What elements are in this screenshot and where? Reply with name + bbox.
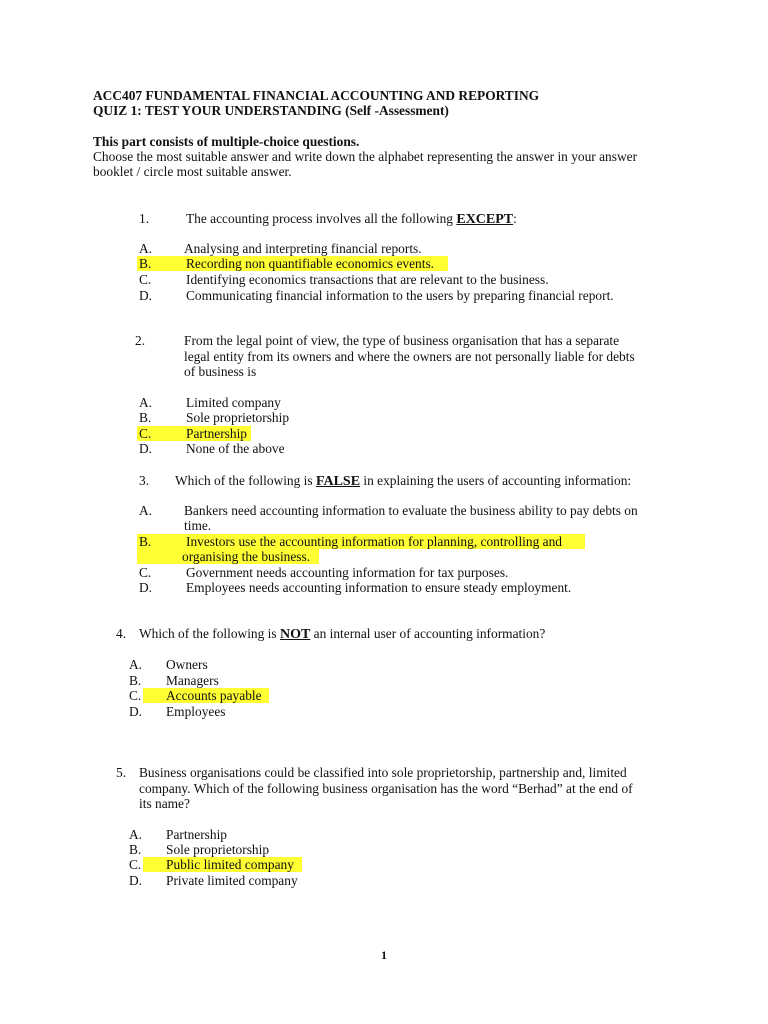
question-3-option-a-letter: A. [139, 503, 153, 518]
question-5-option-a: Partnership [166, 827, 227, 842]
question-2-line-2: legal entity from its owners and where the owners are not personally liable for debts [184, 349, 635, 364]
instructions-heading: This part consists of multiple-choice questions. [93, 134, 360, 149]
question-4-option-d: Employees [166, 704, 226, 719]
question-1-number: 1. [139, 211, 150, 226]
question-4-emphasis: NOT [279, 627, 311, 642]
question-3-option-c: Government needs accounting information for tax purposes. [186, 565, 509, 580]
question-1-option-a: Analysing and interpreting financial reports. [184, 241, 422, 256]
question-3-option-b-letter: B. [139, 534, 152, 549]
question-3-option-d-letter: D. [139, 580, 153, 595]
question-3-option-a: Bankers need accounting information to evaluate the business ability to pay debts on [184, 503, 638, 518]
question-1-text: The accounting process involves all the following EXCEPT: [186, 211, 517, 227]
question-5-option-c-letter: C. [129, 857, 142, 872]
question-3-option-c-letter: C. [139, 565, 152, 580]
question-2-option-a: Limited company [186, 395, 281, 410]
question-2-number: 2. [135, 333, 146, 348]
question-1-emphasis: EXCEPT [456, 212, 514, 227]
question-5-line-2: company. Which of the following business organisation has the word “Berhad” at the end of [139, 781, 633, 796]
question-2-option-d: None of the above [186, 441, 285, 456]
question-4-option-a-letter: A. [129, 657, 143, 672]
question-5-option-a-letter: A. [129, 827, 143, 842]
question-1-option-b: Recording non quantifiable economics events. [186, 256, 435, 271]
question-1-option-b-letter: B. [139, 256, 152, 271]
question-5-line-3: its name? [139, 796, 190, 811]
question-4-option-b: Managers [166, 673, 219, 688]
question-5-line-1: Business organisations could be classified into sole proprietorship, partnership and, limited [139, 765, 627, 780]
question-3-text: Which of the following is FALSE in explaining the users of accounting information: [175, 473, 632, 489]
question-2-option-d-letter: D. [139, 441, 153, 456]
question-2-line-3: of business is [184, 364, 257, 379]
question-2-option-c-letter: C. [139, 426, 152, 441]
page-number: 1 [381, 948, 387, 962]
instructions-line-2: booklet / circle most suitable answer. [93, 164, 292, 179]
question-2-option-a-letter: A. [139, 395, 153, 410]
question-2-line-1: From the legal point of view, the type of business organisation that has a separate [184, 333, 620, 348]
question-4-option-b-letter: B. [129, 673, 142, 688]
question-5-option-c: Public limited company [166, 857, 294, 872]
question-4-option-a: Owners [166, 657, 208, 672]
question-1-option-c-letter: C. [139, 272, 152, 287]
question-3-emphasis: FALSE [315, 474, 361, 489]
question-4-option-c: Accounts payable [166, 688, 262, 703]
question-1-option-d: Communicating financial information to the users by preparing financial report. [186, 288, 614, 303]
question-3-option-b: Investors use the accounting information for planning, controlling and [186, 534, 562, 549]
question-4-option-c-letter: C. [129, 688, 142, 703]
question-3-option-d: Employees needs accounting information to ensure steady employment. [186, 580, 572, 595]
question-2-option-c: Partnership [186, 426, 247, 441]
question-1-option-a-letter: A. [139, 241, 153, 256]
question-2-option-b-letter: B. [139, 410, 152, 425]
question-5-option-b-letter: B. [129, 842, 142, 857]
quiz-title: QUIZ 1: TEST YOUR UNDERSTANDING (Self -Assessment) [93, 103, 449, 118]
question-5-option-d: Private limited company [166, 873, 298, 888]
instructions-line-1: Choose the most suitable answer and write down the alphabet representing the answer in your answer [93, 149, 638, 164]
question-2-option-b: Sole proprietorship [186, 410, 290, 425]
question-4-number: 4. [116, 626, 127, 641]
question-3-option-b-continued: organising the business. [182, 549, 311, 564]
question-5-option-b: Sole proprietorship [166, 842, 270, 857]
question-5-number: 5. [116, 765, 127, 780]
question-4-text: Which of the following is NOT an internal user of accounting information? [139, 626, 546, 642]
course-title: ACC407 FUNDAMENTAL FINANCIAL ACCOUNTING AND REPORTING [93, 88, 540, 103]
question-3-number: 3. [139, 473, 150, 488]
question-1-option-d-letter: D. [139, 288, 153, 303]
question-1-option-c: Identifying economics transactions that are relevant to the business. [186, 272, 549, 287]
question-5-option-d-letter: D. [129, 873, 143, 888]
question-3-option-a-continued: time. [184, 518, 212, 533]
question-4-option-d-letter: D. [129, 704, 143, 719]
